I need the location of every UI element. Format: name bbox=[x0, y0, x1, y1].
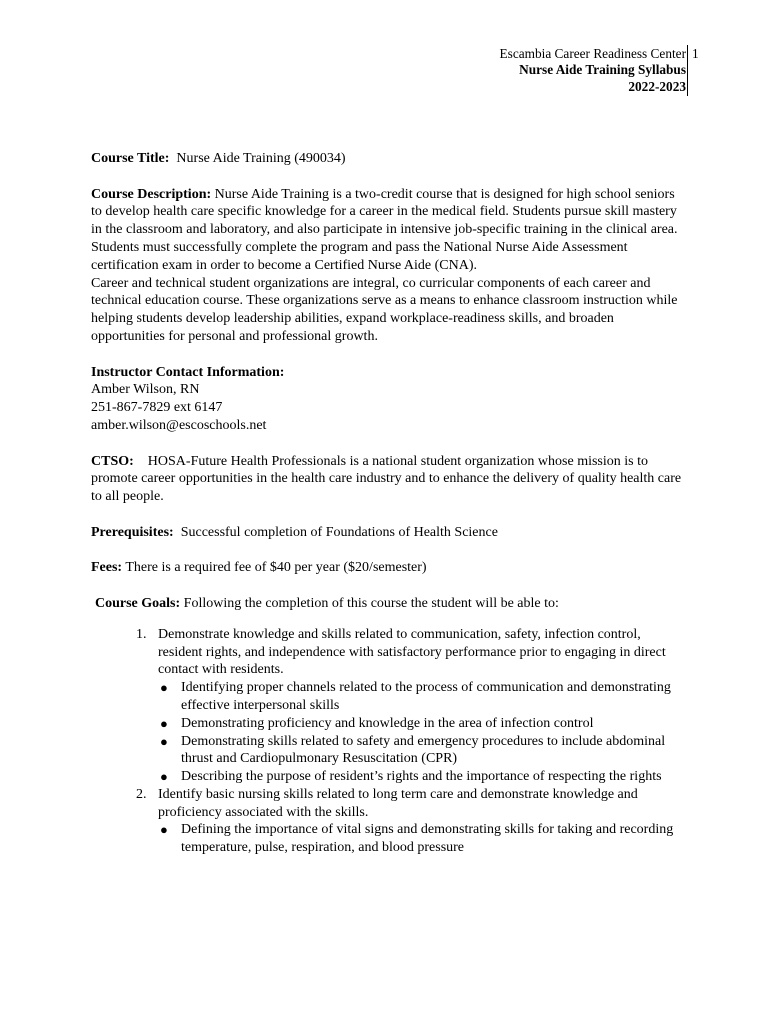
goal-bullet: ● Demonstrating skills related to safety and emergency procedures to include abdominal thrust and Cardiopulmonary Resuscitation (CPR) bbox=[160, 733, 666, 767]
fees-label: Fees: bbox=[91, 560, 123, 576]
bullet-icon: ● bbox=[160, 680, 168, 696]
bullet-icon: ● bbox=[160, 822, 168, 838]
header-org: Escambia Career Readiness Center bbox=[499, 46, 686, 61]
bullet-icon: ● bbox=[160, 733, 168, 749]
page-header bbox=[500, 46, 686, 95]
instructor-name: Amber Wilson, RN bbox=[91, 382, 200, 398]
course-goals-intro: Following the completion of this course the student will be able to: bbox=[183, 595, 559, 611]
course-title-line bbox=[91, 150, 683, 168]
ctso-label: CTSO: bbox=[91, 453, 134, 469]
header-year: 2022-2023 bbox=[628, 78, 686, 94]
page-number: 1 bbox=[692, 46, 699, 61]
header-doc-title: Nurse Aide Training Syllabus bbox=[519, 62, 686, 78]
instructor-contact-heading: Instructor Contact Information: bbox=[91, 364, 285, 380]
course-goals-label: Course Goals: bbox=[95, 595, 181, 611]
goal-bullet-list bbox=[158, 821, 683, 857]
prerequisites-text: Successful completion of Foundations of Health Science bbox=[180, 524, 498, 540]
syllabus-body bbox=[91, 150, 683, 857]
course-goals-heading bbox=[95, 595, 683, 613]
course-title-value: Nurse Aide Training (490034) bbox=[176, 151, 346, 166]
header-divider bbox=[687, 45, 688, 96]
course-goals-list bbox=[91, 626, 683, 857]
bullet-icon: ● bbox=[160, 715, 168, 731]
goal-text: Identify basic nursing skills related to long term care and demonstrate knowledge and proficiency associated with the skills. bbox=[158, 786, 638, 820]
goal-text: Demonstrate knowledge and skills related to communication, safety, infection control, resident rights, and independence with satisfactory performance prior to engaging in direct contact with residents. bbox=[158, 626, 666, 678]
goal-bullet: ● Describing the purpose of resident’s rights and the importance of respecting the rights bbox=[160, 769, 662, 785]
goal-item bbox=[91, 626, 683, 786]
goal-bullet: ● Identifying proper channels related to the process of communication and demonstrating effective interpersonal skills bbox=[160, 680, 671, 713]
ctso-text: HOSA-Future Health Professionals is a national student organization whose mission is to promote career opportunities in the health care industry and to enhance the delivery of quality health care to all people. bbox=[91, 453, 682, 505]
goal-bullet: ● Demonstrating proficiency and knowledge in the area of infection control bbox=[160, 715, 594, 731]
fees-line bbox=[91, 559, 683, 577]
course-description bbox=[91, 186, 683, 275]
ctso-overview-text: Career and technical student organizations are integral, co curricular components of each career and technical education course. These organizations serve as a means to enhance classroom instruction while helping students develop leadership abilities, expand workplace-readiness skills, and broaden opportunities for personal and professional growth. bbox=[91, 275, 678, 344]
course-title-label: Course Title: bbox=[91, 151, 170, 166]
instructor-phone: 251-867-7829 ext 6147 bbox=[91, 400, 223, 416]
prerequisites-line bbox=[91, 524, 683, 542]
course-description-text: Nurse Aide Training is a two-credit course that is designed for high school seniors to develop health care specific knowledge for a career in the medical field. Students pursue skill mastery in the classroom and laboratory, and also participate in intensive job-specific training in the clinical area. Students must successfully complete the program and pass the National Nurse Aide Assessment certification exam in order to become a Certified Nurse Aide (CNA). bbox=[91, 186, 678, 273]
goal-bullet: ● Defining the importance of vital signs and demonstrating skills for taking and recording temperature, pulse, respiration, and blood pressure bbox=[160, 822, 674, 856]
goal-item bbox=[91, 786, 683, 857]
prerequisites-label: Prerequisites: bbox=[91, 524, 174, 540]
instructor-email: amber.wilson@escoschools.net bbox=[91, 417, 267, 433]
ctso-section bbox=[91, 453, 683, 506]
course-description-label: Course Description: bbox=[91, 186, 212, 202]
goal-number: 1. bbox=[136, 626, 147, 642]
bullet-icon: ● bbox=[160, 769, 168, 785]
fees-text: There is a required fee of $40 per year ($20/semester) bbox=[125, 560, 427, 576]
goal-bullet-list bbox=[158, 679, 683, 786]
goal-number: 2. bbox=[136, 786, 147, 802]
